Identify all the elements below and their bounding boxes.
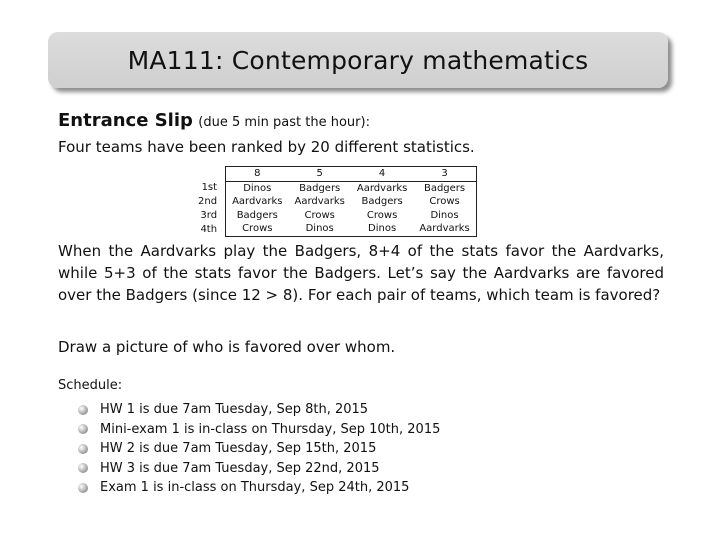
problem-paragraph: When the Aardvarks play the Badgers, 8+4 of the stats favor the Aardvarks, while 5+3 of the stats favor the Badgers. Let’s say the Aardvarks are favored over the Badgers (since 12 > 8). For each pair of teams, which team is favored? xyxy=(58,242,664,304)
table-cell: Dinos xyxy=(288,222,350,236)
schedule-label: Schedule: xyxy=(58,378,123,393)
bullet-icon xyxy=(78,444,88,454)
table-cell: Badgers xyxy=(361,196,403,208)
table-header-cell: 8 xyxy=(226,167,289,182)
list-item xyxy=(78,420,440,440)
table-cell: Dinos xyxy=(351,222,413,236)
page-title: MA111: Contemporary mathematics xyxy=(127,45,589,75)
table-row xyxy=(192,209,476,223)
section-heading xyxy=(58,110,370,131)
table-cell: Dinos xyxy=(226,181,289,195)
table-cell: Crows xyxy=(366,209,398,221)
bullet-icon xyxy=(78,483,88,493)
table-cell: Badgers xyxy=(226,209,289,223)
table-header-row xyxy=(192,167,476,182)
title-bar xyxy=(48,32,668,88)
heading-due: (due 5 min past the hour): xyxy=(198,115,370,130)
bullet-icon xyxy=(78,405,88,415)
table-cell: Badgers xyxy=(299,182,341,194)
table-cell: Crows xyxy=(413,195,476,209)
schedule-list xyxy=(78,400,440,498)
heading-label: Entrance Slip xyxy=(58,110,193,131)
table-row xyxy=(192,222,476,236)
list-item-text: Exam 1 is in-class on Thursday, Sep 24th, 2015 xyxy=(100,480,410,495)
list-item-text: Mini-exam 1 is in-class on Thursday, Sep 10th, 2015 xyxy=(100,421,441,437)
rank-label: 1st xyxy=(201,182,218,194)
list-item xyxy=(78,400,440,420)
list-item-text: HW 2 is due 7am Tuesday, Sep 15th, 2015 xyxy=(100,441,377,456)
table-header-cell: 5 xyxy=(288,167,350,182)
rank-label: 3rd xyxy=(200,209,218,221)
intro-text: Four teams have been ranked by 20 different statistics. xyxy=(58,138,475,156)
table-cell: Aardvarks xyxy=(226,195,289,209)
list-item-text: HW 1 is due 7am Tuesday, Sep 8th, 2015 xyxy=(100,402,369,417)
draw-instruction: Draw a picture of who is favored over whom. xyxy=(58,338,396,356)
table-cell: Badgers xyxy=(413,181,476,195)
list-item xyxy=(78,439,440,459)
table-row xyxy=(192,181,476,195)
table-header-cell: 4 xyxy=(351,167,413,182)
list-item-text: HW 3 is due 7am Tuesday, Sep 22nd, 2015 xyxy=(100,460,380,476)
table-cell: Aardvarks xyxy=(294,196,345,208)
bullet-icon xyxy=(78,424,88,434)
list-item xyxy=(78,459,440,479)
rankings-table xyxy=(192,166,477,237)
table-cell: Aardvarks xyxy=(413,222,476,236)
table-header-cell: 3 xyxy=(413,167,476,182)
rank-label: 2nd xyxy=(198,196,218,208)
table-row xyxy=(192,195,476,209)
table-cell: Dinos xyxy=(413,209,476,223)
rank-label: 4th xyxy=(200,223,218,235)
table-cell: Crows xyxy=(226,222,289,236)
table-corner xyxy=(192,167,226,182)
list-item xyxy=(78,478,440,498)
table-cell: Aardvarks xyxy=(356,182,408,194)
bullet-icon xyxy=(78,463,88,473)
table-cell: Crows xyxy=(304,209,335,221)
